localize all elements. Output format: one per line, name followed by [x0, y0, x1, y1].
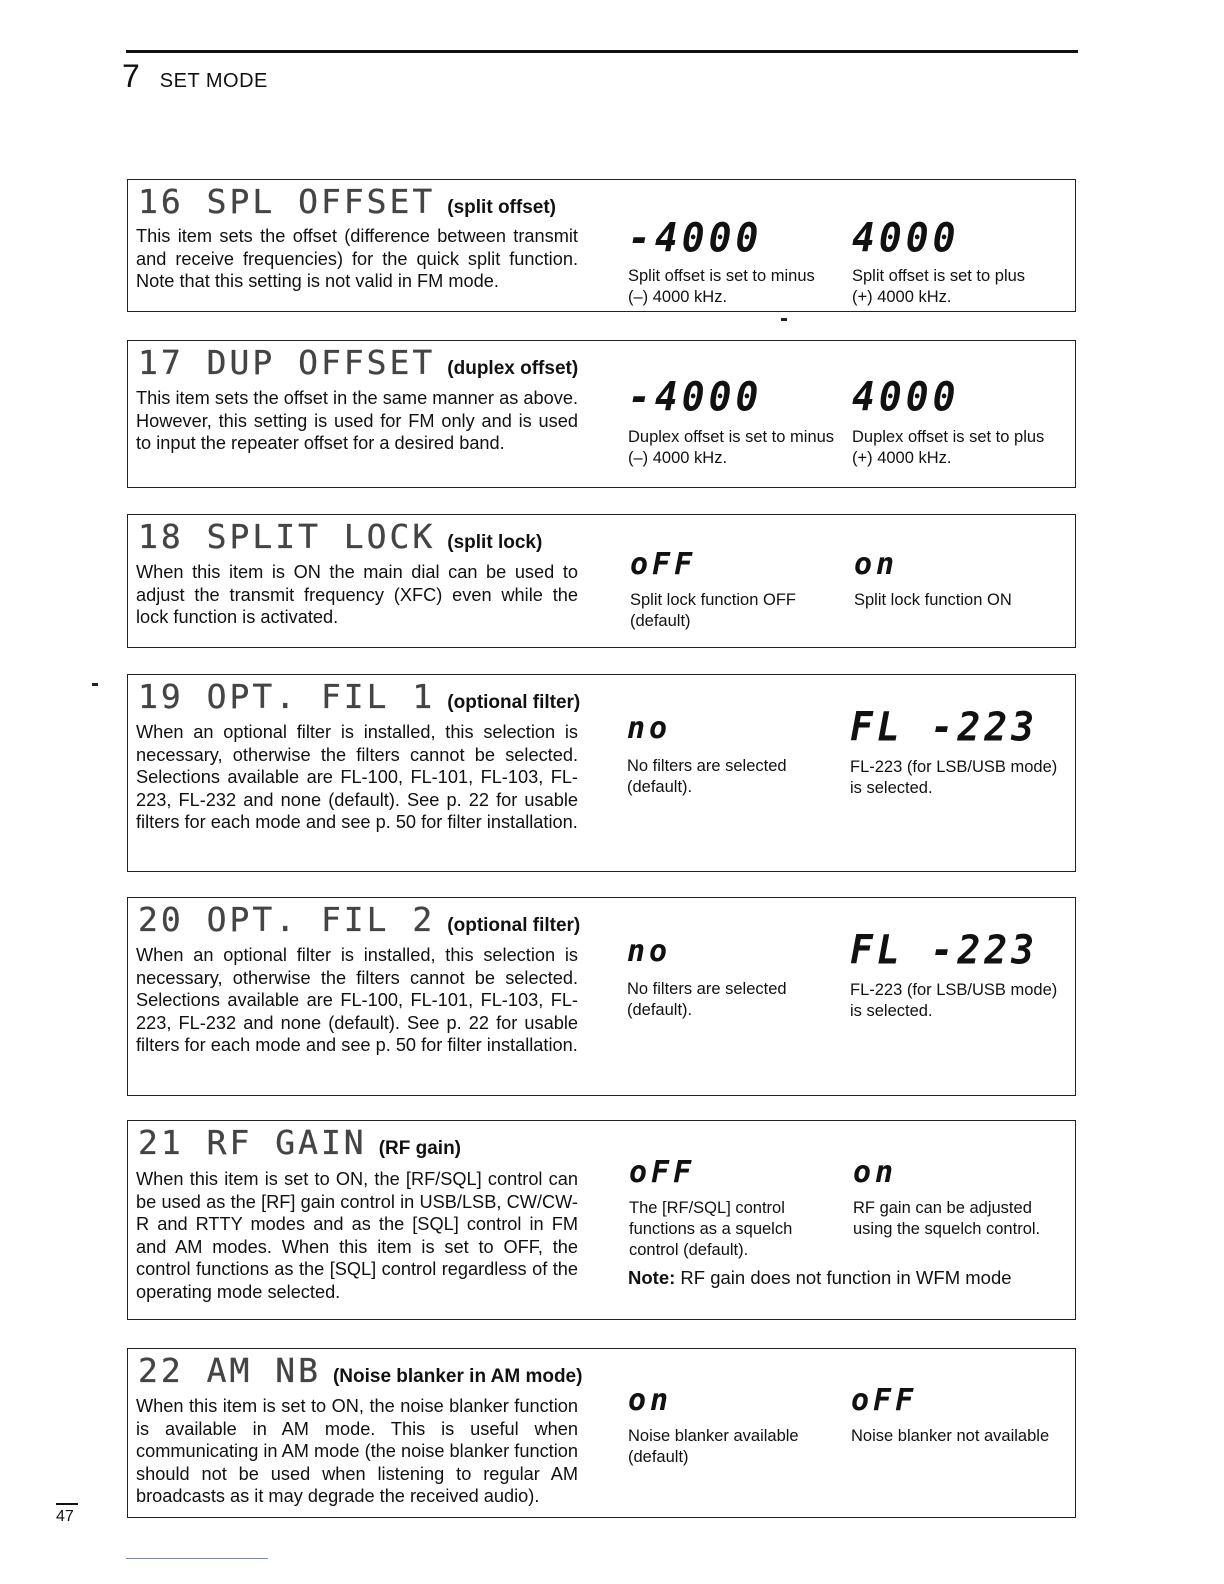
option-fl223: [850, 705, 1080, 799]
lcd-item-title: 16 SPL OFFSET: [138, 182, 436, 221]
section-heading: [138, 1123, 461, 1162]
option-caption: Duplex offset is set to plus: [852, 428, 1045, 446]
section-subtitle: (split offset): [447, 197, 556, 218]
option-caption: (default): [630, 612, 691, 630]
lcd-item-title: 21 RF GAIN: [138, 1123, 367, 1162]
option-none: [627, 934, 857, 1021]
lcd-display: on: [853, 1155, 898, 1190]
lcd-display: -4000: [628, 373, 763, 421]
margin-mark: [92, 683, 98, 686]
option-off: [630, 547, 860, 632]
option-caption: (default).: [627, 1001, 693, 1019]
option-caption: FL-223 (for LSB/USB mode): [850, 758, 1058, 776]
option-caption: FL-223 (for LSB/USB mode): [850, 981, 1058, 999]
option-caption: control (default).: [629, 1241, 749, 1259]
option-caption: (+) 4000 kHz.: [852, 288, 952, 306]
section-20-opt-fil-2: [127, 897, 1076, 1096]
lcd-item-title: 22 AM NB: [138, 1351, 321, 1390]
lcd-display: on: [628, 1383, 673, 1418]
option-caption: using the squelch control.: [853, 1220, 1041, 1238]
lcd-display: oFF: [851, 1383, 918, 1418]
section-description: When an optional filter is installed, this selection is necessary, otherwise the filters cannot be selected. Selections available are FL-100, FL-101, FL-103, FL-223, FL-232 and none (default). See p. 22 for usable filters for each mode and see p. 50 for filter installation.: [136, 945, 578, 1056]
section-21-rf-gain: [127, 1120, 1076, 1320]
section-subtitle: (optional filter): [447, 915, 581, 936]
option-minus: [628, 375, 850, 469]
section-description: When this item is set to ON, the noise blanker function is available in AM mode. This is useful when communicating in AM mode (the noise blanker function should not be used when listening to regular AM broadcasts as it may degrade the received audio).: [136, 1396, 578, 1507]
section-22-am-nb: [127, 1348, 1076, 1518]
lcd-item-title: 17 DUP OFFSET: [138, 343, 436, 382]
page-number-rule: [56, 1503, 78, 1505]
section-heading: [138, 182, 556, 221]
lcd-display: FL -223: [850, 703, 1039, 751]
option-caption: is selected.: [850, 1002, 933, 1020]
section-subtitle: (duplex offset): [447, 358, 579, 379]
option-caption: (default): [628, 1448, 689, 1466]
section-16-spl-offset: [127, 179, 1076, 312]
section-description: This item sets the offset (difference between transmit and receive frequencies) for the quick split function. Note that this setting is not valid in FM mode.: [136, 226, 578, 292]
lcd-display: FL -223: [850, 926, 1039, 974]
section-description: When this item is set to ON, the [RF/SQL] control can be used as the [RF] gain control in USB/LSB, CW/CW-R and RTTY modes and as the [SQL] control in FM and AM modes. When this item is set to OFF, the control functions as the [SQL] control regardless of the operating mode selected.: [136, 1169, 578, 1302]
option-minus: [628, 216, 848, 308]
section-heading: [138, 677, 580, 716]
scan-mark: [781, 318, 787, 321]
note-text: RF gain does not function in WFM mode: [680, 1267, 1012, 1288]
section-description: When an optional filter is installed, this selection is necessary, otherwise the filters cannot be selected. Selections available are FL-100, FL-101, FL-103, FL-223, FL-232 and none (default). See p. 22 for usable filters for each mode and see p. 50 for filter installation.: [136, 722, 578, 833]
option-plus: [852, 216, 1082, 308]
chapter-title: SET MODE: [159, 70, 268, 92]
section-subtitle: (Noise blanker in AM mode): [332, 1366, 583, 1387]
option-caption: (–) 4000 kHz.: [628, 449, 728, 467]
option-off: [851, 1383, 1081, 1447]
lcd-display: oFF: [629, 1155, 696, 1190]
option-caption: Noise blanker available: [628, 1427, 799, 1445]
section-subtitle: (RF gain): [378, 1138, 462, 1159]
option-caption: Split offset is set to plus: [852, 267, 1026, 285]
chapter-header: [122, 58, 268, 95]
section-description: When this item is ON the main dial can be used to adjust the transmit frequency (XFC) even while the lock function is activated.: [136, 562, 578, 628]
section-heading: [138, 343, 578, 382]
section-description: This item sets the offset in the same manner as above. However, this setting is used for FM only and is used to input the repeater offset for a desired band.: [136, 388, 578, 454]
page-number: 47: [56, 1508, 74, 1525]
note-label: Note:: [628, 1267, 676, 1288]
option-caption: No filters are selected: [627, 757, 787, 775]
lcd-display: 4000: [852, 373, 960, 421]
section-subtitle: (optional filter): [447, 692, 581, 713]
lcd-display: no: [627, 711, 672, 746]
option-caption: Split lock function OFF: [630, 591, 796, 609]
lcd-display: 4000: [852, 214, 960, 262]
note: [628, 1267, 1012, 1289]
lcd-display: no: [627, 934, 672, 969]
section-subtitle: (split lock): [447, 532, 543, 553]
section-heading: [138, 1351, 582, 1390]
lcd-display: -4000: [628, 214, 763, 262]
section-heading: [138, 517, 542, 556]
option-on: [628, 1383, 858, 1468]
option-caption: The [RF/SQL] control: [629, 1199, 785, 1217]
section-18-split-lock: [127, 514, 1076, 648]
option-caption: functions as a squelch: [629, 1220, 793, 1238]
option-fl223: [850, 928, 1080, 1022]
section-19-opt-fil-1: [127, 674, 1076, 872]
lcd-item-title: 19 OPT. FIL 1: [138, 677, 436, 716]
top-rule: [126, 50, 1078, 53]
option-caption: Noise blanker not available: [851, 1427, 1050, 1445]
option-caption: (–) 4000 kHz.: [628, 288, 728, 306]
chapter-number: 7: [122, 58, 140, 94]
footer-rule: [126, 1558, 268, 1559]
option-caption: RF gain can be adjusted: [853, 1199, 1032, 1217]
option-caption: is selected.: [850, 779, 933, 797]
option-caption: (default).: [627, 778, 693, 796]
option-caption: (+) 4000 kHz.: [852, 449, 952, 467]
option-caption: No filters are selected: [627, 980, 787, 998]
option-caption: Split lock function ON: [854, 591, 1012, 609]
lcd-display: oFF: [630, 547, 697, 582]
option-on: [853, 1155, 1068, 1240]
lcd-item-title: 18 SPLIT LOCK: [138, 517, 436, 556]
option-off: [629, 1155, 859, 1261]
lcd-item-title: 20 OPT. FIL 2: [138, 900, 436, 939]
section-17-dup-offset: [127, 340, 1076, 488]
option-on: [854, 547, 1084, 611]
option-caption: Duplex offset is set to minus: [628, 428, 835, 446]
lcd-display: on: [854, 547, 899, 582]
option-plus: [852, 375, 1082, 469]
option-none: [627, 711, 857, 798]
option-caption: Split offset is set to minus: [628, 267, 815, 285]
section-heading: [138, 900, 580, 939]
